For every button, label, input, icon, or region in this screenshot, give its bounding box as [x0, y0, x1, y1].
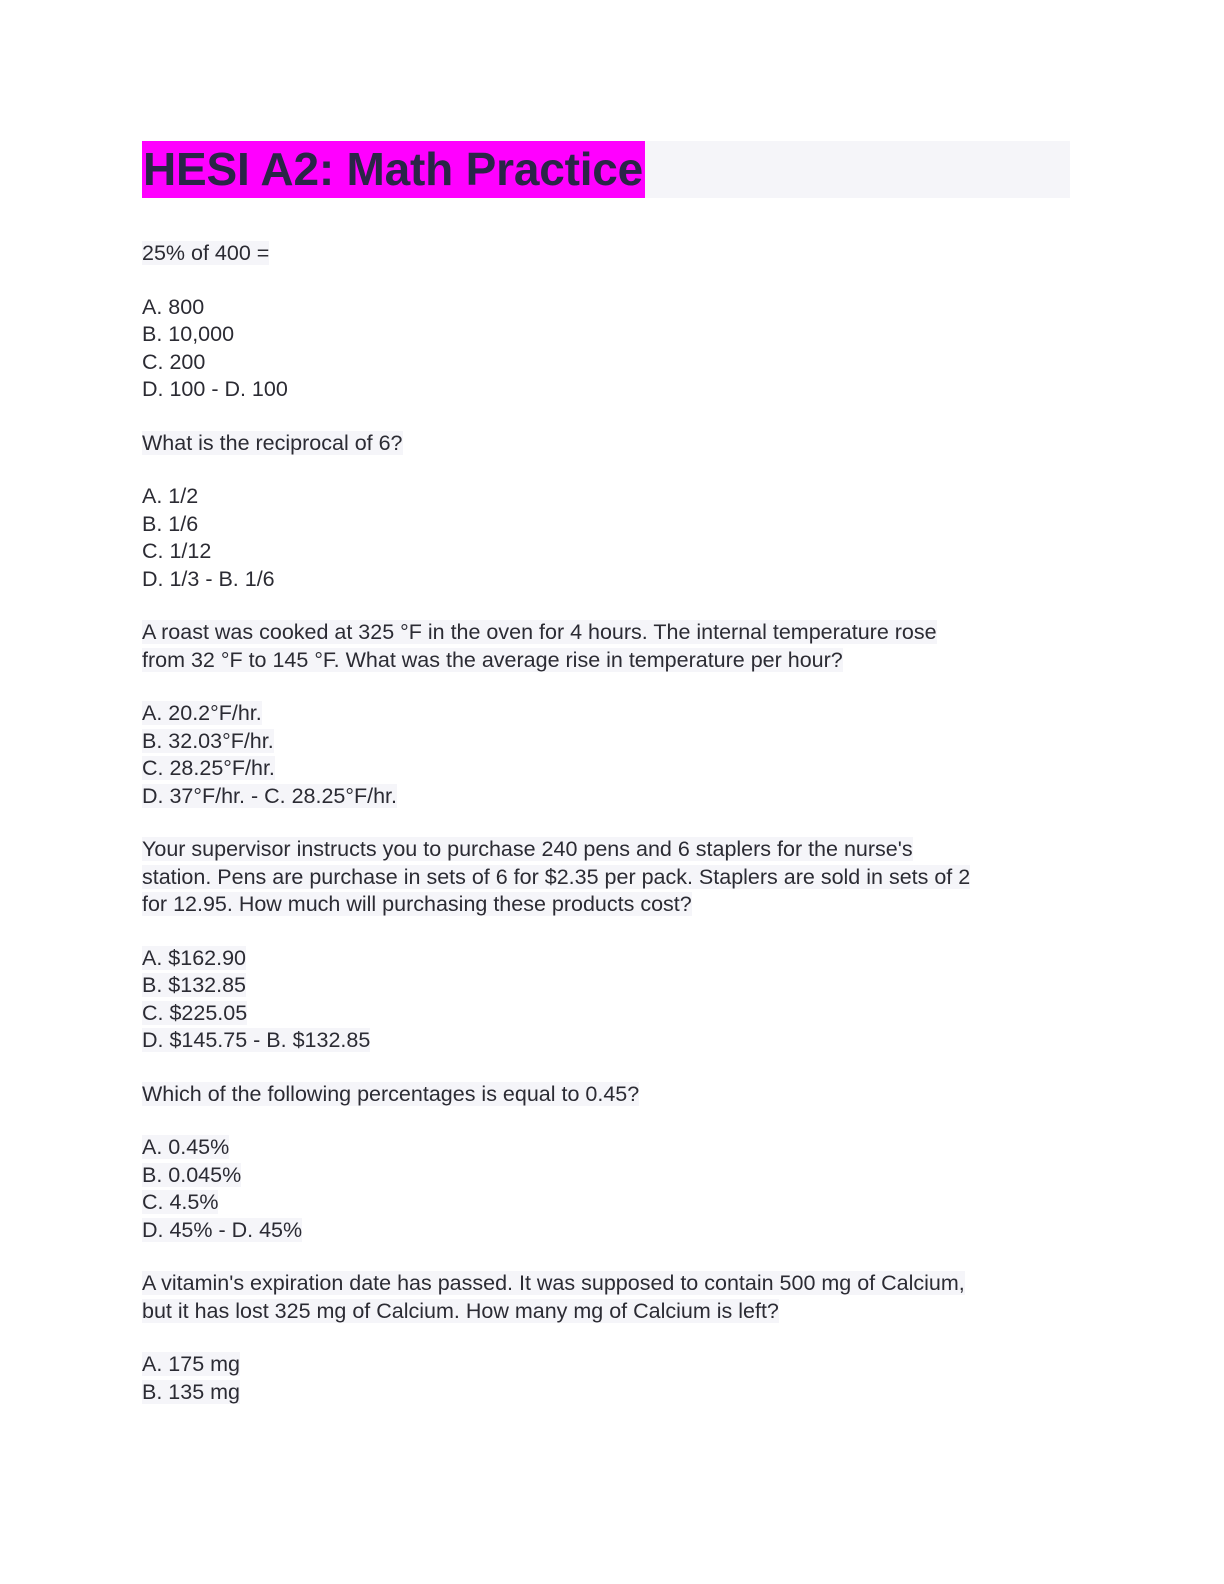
question-2: [142, 430, 1070, 458]
question-6: [142, 1270, 1070, 1325]
question-text: from 32 °F to 145 °F. What was the average rise in temperature per hour?: [142, 647, 843, 672]
options-3: [142, 700, 1070, 810]
option: D. 1/3 - B. 1/6: [142, 566, 275, 591]
option: C. 1/12: [142, 539, 212, 563]
question-text: Your supervisor instructs you to purchase 240 pens and 6 staplers for the nurse's: [142, 837, 913, 861]
question-text: but it has lost 325 mg of Calcium. How many mg of Calcium is left?: [142, 1298, 779, 1323]
question-text: for 12.95. How much will purchasing these products cost?: [142, 892, 692, 916]
option: A. 20.2°F/hr.: [142, 701, 262, 725]
option: A. 0.45%: [142, 1135, 230, 1159]
option: B. 10,000: [142, 322, 235, 346]
option: D. $145.75 - B. $132.85: [142, 1028, 371, 1052]
page-title: HESI A2: Math Practice: [142, 141, 645, 198]
question-text: What is the reciprocal of 6?: [142, 430, 403, 455]
question-1: [142, 240, 1070, 268]
document-page: [142, 141, 1070, 1432]
option: B. 135 mg: [142, 1379, 240, 1404]
option: B. 1/6: [142, 511, 199, 536]
option: C. 4.5%: [142, 1190, 219, 1214]
option: B. $132.85: [142, 973, 247, 997]
option: A. $162.90: [142, 945, 247, 970]
question-4: [142, 836, 1070, 919]
option: C. 200: [142, 349, 206, 374]
options-2: [142, 483, 1070, 593]
question-text: A vitamin's expiration date has passed. It was supposed to contain 500 mg of Calcium,: [142, 1271, 965, 1295]
option: D. 100 - D. 100: [142, 377, 288, 401]
option: A. 1/2: [142, 484, 199, 508]
question-text: 25% of 400 =: [142, 241, 270, 265]
option: B. 0.045%: [142, 1162, 242, 1187]
options-4: [142, 945, 1070, 1055]
options-1: [142, 294, 1070, 404]
options-6: [142, 1351, 1070, 1406]
option: C. $225.05: [142, 1000, 248, 1025]
option: B. 32.03°F/hr.: [142, 728, 274, 753]
options-5: [142, 1134, 1070, 1244]
option: D. 45% - D. 45%: [142, 1217, 303, 1242]
title-bar: [142, 141, 1070, 198]
question-text: A roast was cooked at 325 °F in the oven for 4 hours. The internal temperature rose: [142, 620, 937, 644]
question-5: [142, 1081, 1070, 1109]
question-3: [142, 619, 1070, 674]
question-text: Which of the following percentages is equal to 0.45?: [142, 1081, 640, 1106]
option: A. 800: [142, 294, 205, 319]
option: D. 37°F/hr. - C. 28.25°F/hr.: [142, 783, 397, 808]
option: C. 28.25°F/hr.: [142, 756, 275, 780]
option: A. 175 mg: [142, 1352, 240, 1376]
document-content: [142, 240, 1070, 1406]
question-text: station. Pens are purchase in sets of 6 for $2.35 per pack. Staplers are sold in sets of 2: [142, 864, 971, 889]
